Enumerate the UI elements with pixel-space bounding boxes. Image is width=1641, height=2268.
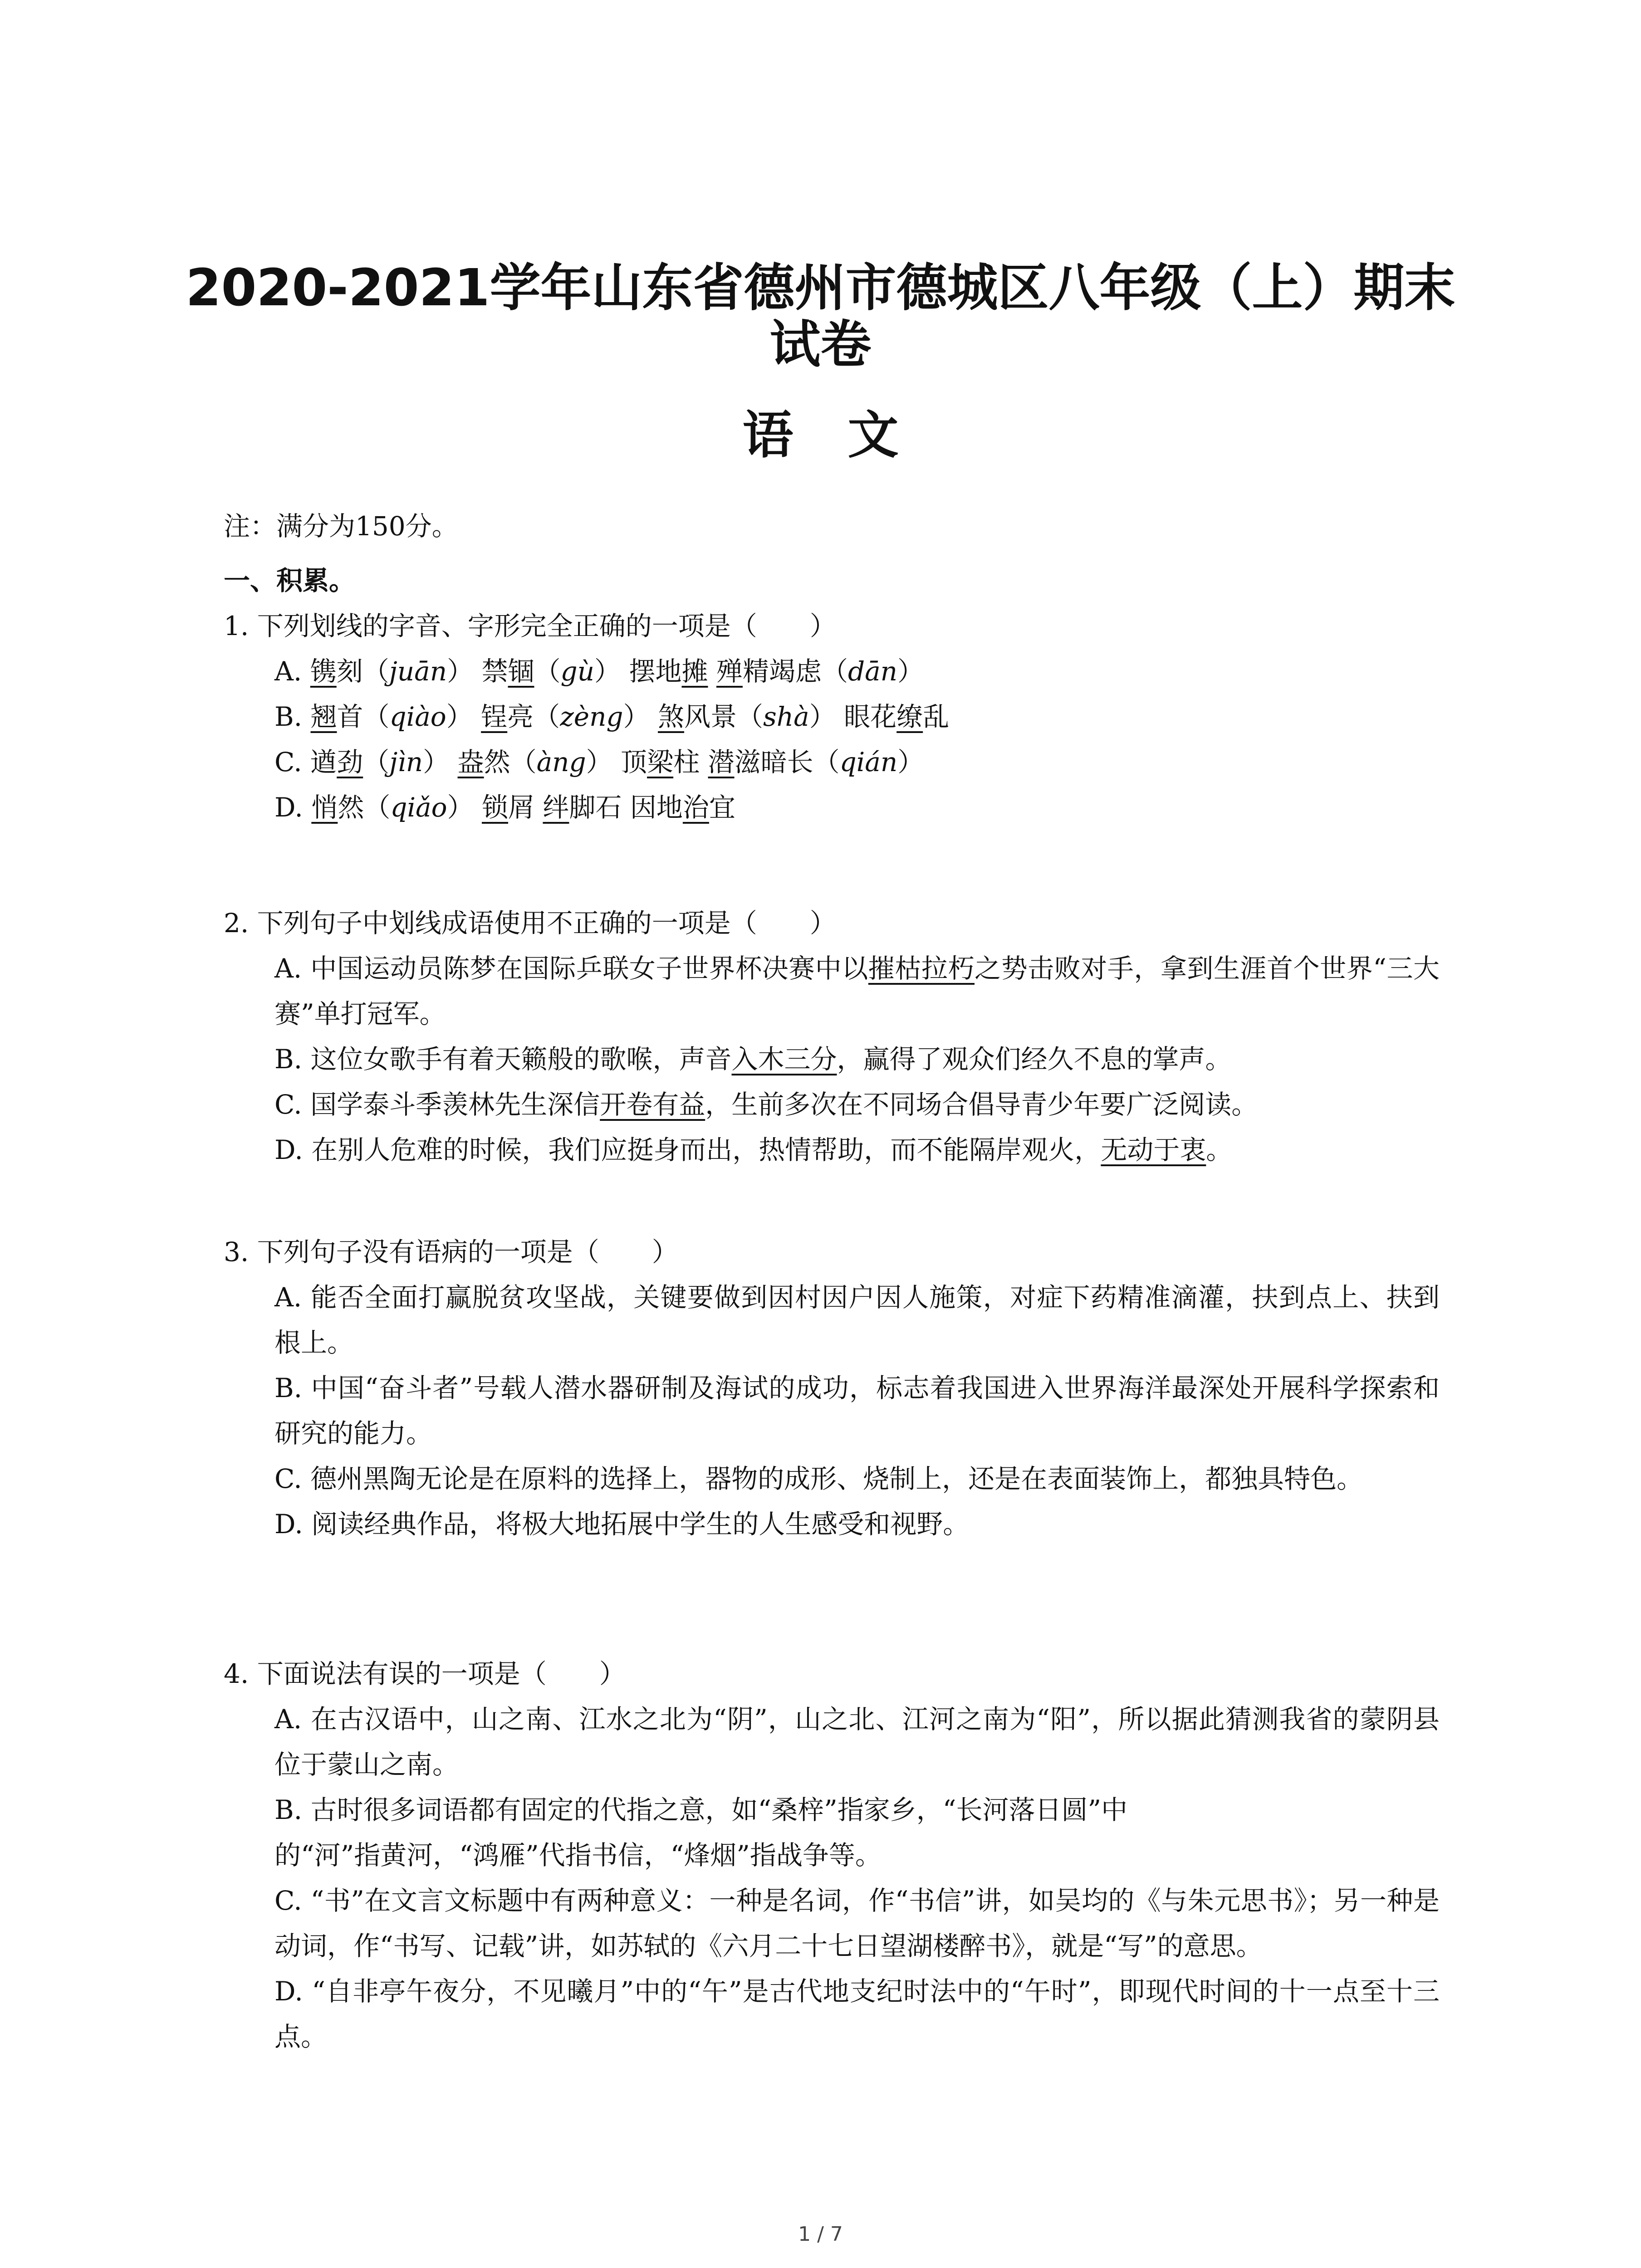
question-4-stem: 4. 下面说法有误的一项是（ ） xyxy=(224,1658,626,1689)
score-note: 注：满分为150分。 xyxy=(224,511,458,542)
question-2-option-a: A. 中国运动员陈梦在国际乒联女子世界杯决赛中以摧枯拉朽之势击败对手，拿到生涯首个世界“三大赛”单打冠军。 xyxy=(274,953,1440,1029)
question-1-option-a: A. 镌刻（juān） 禁锢（gù） 摆地摊 殚精竭虑（dān） xyxy=(274,656,924,687)
question-4-option-c: C. “书”在文言文标题中有两种意义：一种是名词，作“书信”讲，如吴均的《与朱元思书》；另一种是动词，作“书写、记载”讲，如苏轼的《六月二十七日望湖楼醉书》，就是“写”的意思。 xyxy=(274,1885,1440,1961)
question-4-option-a: A. 在古汉语中，山之南、江水之北为“阴”，山之北、江河之南为“阳”，所以据此猜测我省的蒙阴县位于蒙山之南。 xyxy=(274,1704,1440,1780)
question-4-option-d: D. “自非亭午夜分，不见曦月”中的“午”是古代地支纪时法中的“午时”，即现代时间的十一点至十三点。 xyxy=(274,1976,1440,2052)
exam-title-line1: 2020-2021学年山东省德州市德城区八年级（上）期末 xyxy=(186,259,1455,318)
question-2-stem: 2. 下列句子中划线成语使用不正确的一项是（ ） xyxy=(224,908,836,938)
page-number: 1 / 7 xyxy=(798,2223,843,2246)
exam-title-line2: 试卷 xyxy=(769,315,872,374)
question-4-option-b-line1: B. 古时很多词语都有固定的代指之意，如“桑梓”指家乡，“长河落日圆”中 xyxy=(274,1794,1128,1825)
question-3-stem: 3. 下列句子没有语病的一项是（ ） xyxy=(224,1237,678,1267)
question-3 xyxy=(224,1229,1440,1547)
question-2-option-c: C. 国学泰斗季羡林先生深信开卷有益，生前多次在不同场合倡导青少年要广泛阅读。 xyxy=(274,1089,1258,1120)
question-3-option-d: D. 阅读经典作品，将极大地拓展中学生的人生感受和视野。 xyxy=(274,1509,970,1540)
question-1-option-d: D. 悄然（qiǎo） 锁屑 绊脚石 因地治宜 xyxy=(274,792,735,823)
question-1-option-c: C. 遒劲（jìn） 盎然（àng） 顶梁柱 潜滋暗长（qián） xyxy=(274,747,924,777)
question-3-option-a: A. 能否全面打赢脱贫攻坚战，关键要做到因村因户因人施策，对症下药精准滴灌，扶到点上、扶到根上。 xyxy=(274,1282,1440,1358)
section-heading-accumulation: 一、积累。 xyxy=(224,565,356,596)
subject-heading: 语文 xyxy=(742,406,953,465)
question-1-stem: 1. 下列划线的字音、字形完全正确的一项是（ ） xyxy=(224,611,836,641)
question-2 xyxy=(224,900,1440,1173)
question-3-option-b: B. 中国“奋斗者”号载人潜水器研制及海试的成功，标志着我国进入世界海洋最深处开展科学探索和研究的能力。 xyxy=(274,1373,1440,1449)
question-2-option-d: D. 在别人危难的时候，我们应挺身而出，热情帮助，而不能隔岸观火，无动于衷。 xyxy=(274,1134,1233,1165)
question-2-option-b: B. 这位女歌手有着天籁般的歌喉，声音入木三分，赢得了观众们经久不息的掌声。 xyxy=(274,1044,1232,1075)
question-4-option-b-line2: 的“河”指黄河，“鸿雁”代指书信，“烽烟”指战争等。 xyxy=(274,1840,882,1871)
question-1 xyxy=(224,603,1440,830)
question-1-option-b: B. 翘首（qiào） 锃亮（zèng） 煞风景（shà） 眼花缭乱 xyxy=(274,701,950,732)
question-3-option-c: C. 德州黑陶无论是在原料的选择上，器物的成形、烧制上，还是在表面装饰上，都独具特色。 xyxy=(274,1463,1363,1494)
question-4 xyxy=(224,1651,1440,2059)
